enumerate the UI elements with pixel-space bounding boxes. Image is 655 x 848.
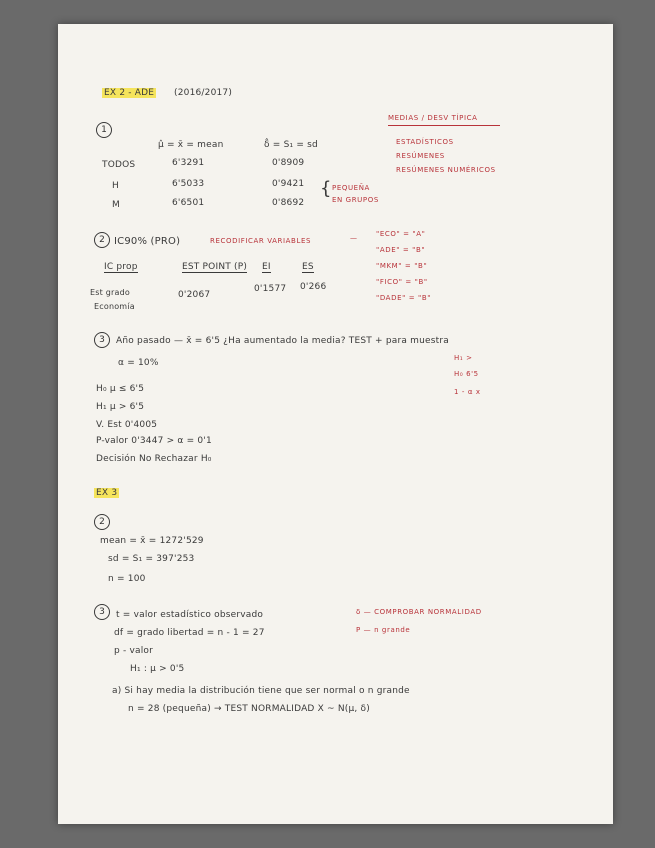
ex3-df: df = grado libertad = n - 1 = 27 xyxy=(114,628,265,638)
ex3-red-1: δ — COMPROBAR NORMALIDAD xyxy=(356,608,482,616)
q1-row-mean: 6'5033 xyxy=(172,179,205,189)
ex3-n: n = 100 xyxy=(108,574,146,584)
q1-number: 1 xyxy=(96,122,112,138)
ex3-answer-a1: a) Si hay media la distribución tiene que ser normal o n grande xyxy=(112,686,410,696)
q3-h0: H₀ μ ≤ 6'5 xyxy=(96,384,145,394)
side-note-1: ESTADÍSTICOS xyxy=(396,138,454,146)
col-est: EST POINT (P) xyxy=(182,262,248,272)
q1-mean-header: μ̂ = x̄ = mean xyxy=(158,140,224,150)
col-es: ES xyxy=(302,262,314,272)
ex3-t: t = valor estadístico observado xyxy=(116,610,264,620)
ex3-red-2: P — n grande xyxy=(356,626,411,634)
brace-mark: { xyxy=(320,178,332,199)
q3-side-3: 1 - α x xyxy=(454,388,481,396)
side-note-3: RESÚMENES NUMÉRICOS xyxy=(396,166,496,174)
side-title-underline xyxy=(388,125,500,126)
q2-arrow: — xyxy=(350,234,358,242)
q1-row-sd: 0'8909 xyxy=(272,158,305,168)
es-value: 0'266 xyxy=(300,282,327,292)
ei-value: 0'1577 xyxy=(254,284,287,294)
ex3-answer-a2: n = 28 (pequeña) → TEST NORMALIDAD X ~ N(μ, δ) xyxy=(128,704,370,714)
recode-map-item: "DADE" = "B" xyxy=(376,294,432,302)
col-ei: EI xyxy=(262,262,271,272)
ex3-q3-number: 3 xyxy=(94,604,110,620)
side-title: MEDIAS / DESV TÍPICA xyxy=(388,114,478,122)
q1-row-sd: 0'8692 xyxy=(272,198,305,208)
recode-map-item: "MKM" = "B" xyxy=(376,262,428,270)
q3-h1: H₁ μ > 6'5 xyxy=(96,402,145,412)
ex3-mean: mean = x̄ = 1272'529 xyxy=(100,536,204,546)
col-ic: IC prop xyxy=(104,262,138,272)
ex3-sd: sd = S₁ = 397'253 xyxy=(108,554,195,564)
q2-recode: RECODIFICAR VARIABLES xyxy=(210,237,312,245)
q3-side-1: H₁ > xyxy=(454,354,473,362)
row-label: Economía xyxy=(94,302,135,311)
recode-map-item: "ADE" = "B" xyxy=(376,246,426,254)
side-note-2: RESÚMENES xyxy=(396,152,445,160)
row-label: Est grado xyxy=(90,288,130,297)
q1-row-label: H xyxy=(112,181,119,191)
q1-row-mean: 6'3291 xyxy=(172,158,205,168)
est-value: 0'2067 xyxy=(178,290,211,300)
brace-note-2: EN GRUPOS xyxy=(332,196,379,204)
q3-vest: V. Est 0'4005 xyxy=(96,420,158,430)
q1-row-label: TODOS xyxy=(102,160,136,170)
q3-number: 3 xyxy=(94,332,110,348)
q3-decision: Decisión No Rechazar H₀ xyxy=(96,454,212,464)
q1-row-sd: 0'9421 xyxy=(272,179,305,189)
ex3-title: EX 3 xyxy=(96,488,118,498)
ex2-title: EX 2 - ADE xyxy=(104,88,155,98)
q2-heading: IC90% (PRO) xyxy=(114,236,181,247)
ex3-h1: H₁ : μ > 0'5 xyxy=(130,664,185,674)
q3-line1: Año pasado — x̄ = 6'5 ¿Ha aumentado la media? TEST + para muestra xyxy=(116,336,449,346)
q3-alpha: α = 10% xyxy=(118,358,159,368)
q2-number: 2 xyxy=(94,232,110,248)
recode-map-item: "ECO" = "A" xyxy=(376,230,426,238)
q3-pvalue: P-valor 0'3447 > α = 0'1 xyxy=(96,436,212,446)
q3-side-2: H₀ 6'5 xyxy=(454,370,479,378)
ex2-year: (2016/2017) xyxy=(174,88,233,98)
notebook-page xyxy=(58,24,613,824)
recode-map-item: "FICO" = "B" xyxy=(376,278,428,286)
brace-note-1: PEQUEÑA xyxy=(332,184,370,192)
q1-sd-header: δ̂ = S₁ = sd xyxy=(264,140,318,150)
q1-row-label: M xyxy=(112,200,120,210)
ex3-p: p - valor xyxy=(114,646,154,656)
ex3-q2-number: 2 xyxy=(94,514,110,530)
q1-row-mean: 6'6501 xyxy=(172,198,205,208)
